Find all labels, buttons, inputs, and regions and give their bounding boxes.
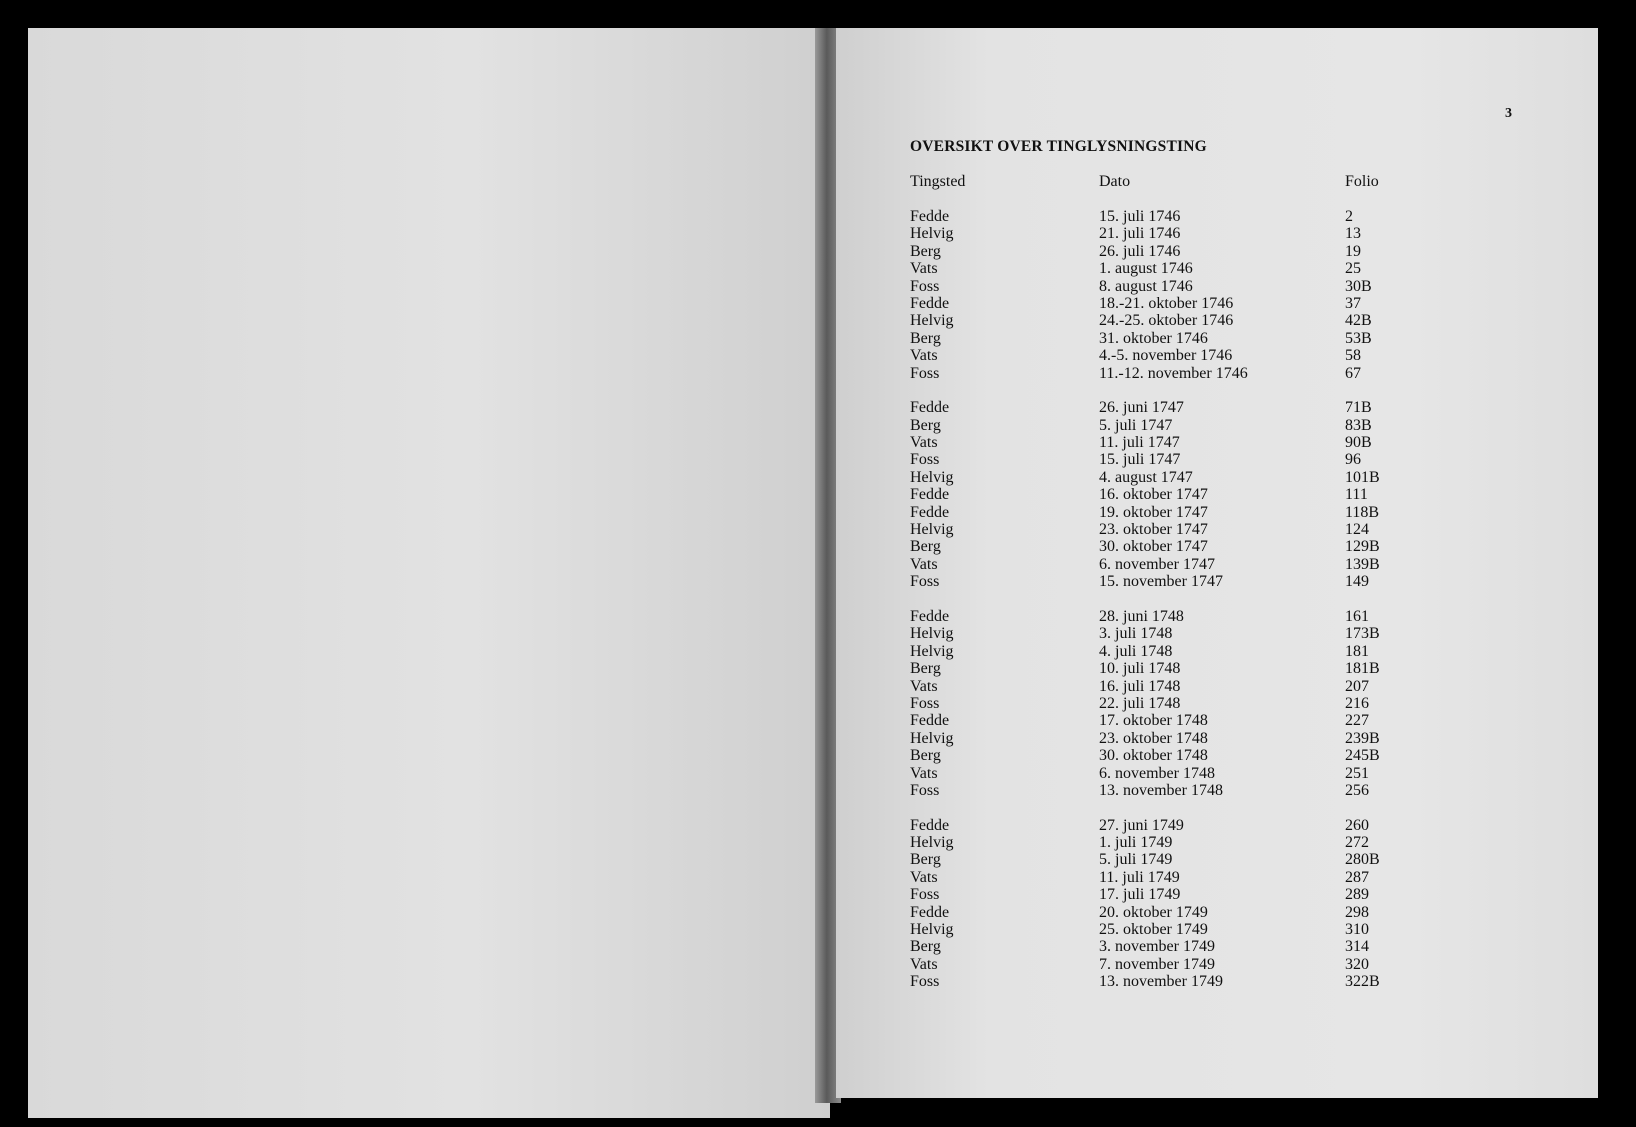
cell-folio: 19	[1345, 242, 1361, 260]
cell-folio: 90B	[1345, 434, 1372, 452]
cell-place: Fedde	[910, 486, 950, 504]
table-row	[910, 295, 1470, 312]
cell-folio: 260	[1345, 816, 1369, 834]
cell-date: 3. juli 1748	[1099, 625, 1173, 643]
table-row	[910, 573, 1470, 590]
cell-date: 1. juli 1749	[1099, 834, 1173, 852]
cell-place: Vats	[910, 868, 938, 886]
cell-folio: 207	[1345, 677, 1369, 695]
cell-date: 16. juli 1748	[1099, 677, 1181, 695]
cell-date: 5. juli 1749	[1099, 851, 1173, 869]
table-row	[910, 486, 1470, 503]
cell-date: 26. juni 1747	[1099, 399, 1184, 417]
table-row	[910, 712, 1470, 729]
cell-place: Vats	[910, 955, 938, 973]
cell-date: 15. november 1747	[1099, 573, 1223, 591]
cell-date: 20. oktober 1749	[1099, 903, 1208, 921]
table-row	[910, 938, 1470, 955]
cell-date: 6. november 1747	[1099, 555, 1215, 573]
column-header-date: Dato	[1099, 173, 1131, 190]
table-row	[910, 817, 1470, 834]
cell-place: Foss	[910, 973, 940, 991]
table-row	[910, 399, 1470, 416]
table-row	[910, 260, 1470, 277]
cell-place: Helvig	[910, 642, 954, 660]
table-row	[910, 469, 1470, 486]
cell-folio: 58	[1345, 347, 1361, 365]
table-row	[910, 417, 1470, 434]
cell-place: Helvig	[910, 834, 954, 852]
table-row	[910, 521, 1470, 538]
table-row	[910, 434, 1470, 451]
cell-folio: 37	[1345, 294, 1361, 312]
table-row	[910, 504, 1470, 521]
table-row	[910, 851, 1470, 868]
cell-folio: 322B	[1345, 973, 1380, 991]
table-row	[910, 973, 1470, 990]
table-row	[910, 747, 1470, 764]
cell-place: Berg	[910, 329, 941, 347]
table-row	[910, 765, 1470, 782]
cell-folio: 30B	[1345, 277, 1372, 295]
cell-folio: 310	[1345, 921, 1369, 939]
cell-place: Fedde	[910, 607, 950, 625]
cell-folio: 272	[1345, 834, 1369, 852]
cell-date: 19. oktober 1747	[1099, 503, 1208, 521]
cell-place: Helvig	[910, 468, 954, 486]
table-row	[910, 225, 1470, 242]
cell-date: 24.-25. oktober 1746	[1099, 312, 1234, 330]
cell-place: Fedde	[910, 712, 950, 730]
cell-folio: 181B	[1345, 660, 1380, 678]
table-row	[910, 695, 1470, 712]
cell-folio: 53B	[1345, 329, 1372, 347]
cell-folio: 71B	[1345, 399, 1372, 417]
cell-date: 1. august 1746	[1099, 260, 1193, 278]
cell-folio: 96	[1345, 451, 1361, 469]
cell-place: Foss	[910, 694, 940, 712]
cell-date: 22. juli 1748	[1099, 694, 1181, 712]
cell-place: Fedde	[910, 816, 950, 834]
cell-date: 11. juli 1749	[1099, 868, 1180, 886]
cell-folio: 25	[1345, 260, 1361, 278]
table-row	[910, 243, 1470, 260]
cell-place: Fedde	[910, 399, 950, 417]
cell-place: Foss	[910, 364, 940, 382]
cell-place: Vats	[910, 434, 938, 452]
cell-folio: 124	[1345, 521, 1369, 539]
cell-date: 3. november 1749	[1099, 938, 1215, 956]
cell-date: 13. november 1749	[1099, 973, 1223, 991]
page-number: 3	[1505, 106, 1512, 121]
cell-date: 27. juni 1749	[1099, 816, 1184, 834]
cell-folio: 13	[1345, 225, 1361, 243]
cell-folio: 245B	[1345, 747, 1380, 765]
cell-place: Berg	[910, 747, 941, 765]
cell-place: Foss	[910, 451, 940, 469]
cell-date: 13. november 1748	[1099, 781, 1223, 799]
table-row	[910, 782, 1470, 799]
cell-place: Fedde	[910, 294, 950, 312]
cell-folio: 239B	[1345, 729, 1380, 747]
cell-place: Foss	[910, 781, 940, 799]
cell-date: 21. juli 1746	[1099, 225, 1181, 243]
cell-folio: 256	[1345, 781, 1369, 799]
cell-place: Vats	[910, 764, 938, 782]
cell-place: Helvig	[910, 625, 954, 643]
table-row	[910, 904, 1470, 921]
cell-place: Fedde	[910, 208, 950, 225]
table-row	[910, 278, 1470, 295]
cell-folio: 2	[1345, 208, 1353, 225]
cell-folio: 280B	[1345, 851, 1380, 869]
cell-place: Berg	[910, 660, 941, 678]
table-row	[910, 730, 1470, 747]
cell-date: 15. juli 1747	[1099, 451, 1181, 469]
table-row	[910, 625, 1470, 642]
cell-place: Foss	[910, 573, 940, 591]
cell-date: 7. november 1749	[1099, 955, 1215, 973]
cell-folio: 149	[1345, 573, 1369, 591]
cell-place: Berg	[910, 416, 941, 434]
table-row	[910, 312, 1470, 329]
left-page	[28, 28, 830, 1118]
cell-place: Vats	[910, 347, 938, 365]
cell-place: Berg	[910, 938, 941, 956]
cell-place: Fedde	[910, 903, 950, 921]
cell-folio: 287	[1345, 868, 1369, 886]
cell-date: 18.-21. oktober 1746	[1099, 294, 1234, 312]
cell-date: 23. oktober 1748	[1099, 729, 1208, 747]
cell-date: 30. oktober 1748	[1099, 747, 1208, 765]
cell-folio: 216	[1345, 694, 1369, 712]
cell-folio: 101B	[1345, 468, 1380, 486]
cell-date: 4. august 1747	[1099, 468, 1193, 486]
table-row	[910, 834, 1470, 851]
cell-folio: 139B	[1345, 555, 1380, 573]
court-session-table	[910, 208, 1470, 991]
table-row	[910, 886, 1470, 903]
column-header-folio: Folio	[1345, 173, 1379, 190]
table-row	[910, 347, 1470, 364]
cell-date: 17. juli 1749	[1099, 886, 1181, 904]
cell-place: Fedde	[910, 503, 950, 521]
cell-folio: 181	[1345, 642, 1369, 660]
cell-date: 17. oktober 1748	[1099, 712, 1208, 730]
cell-date: 25. oktober 1749	[1099, 921, 1208, 939]
table-row	[910, 330, 1470, 347]
cell-folio: 289	[1345, 886, 1369, 904]
cell-date: 28. juni 1748	[1099, 607, 1184, 625]
cell-folio: 173B	[1345, 625, 1380, 643]
cell-place: Vats	[910, 677, 938, 695]
cell-folio: 83B	[1345, 416, 1372, 434]
cell-date: 26. juli 1746	[1099, 242, 1181, 260]
cell-date: 31. oktober 1746	[1099, 329, 1208, 347]
cell-place: Helvig	[910, 921, 954, 939]
cell-folio: 320	[1345, 955, 1369, 973]
table-row	[910, 921, 1470, 938]
cell-place: Foss	[910, 886, 940, 904]
table-row	[910, 451, 1470, 468]
column-header-place: Tingsted	[910, 173, 966, 190]
table-row	[910, 643, 1470, 660]
cell-folio: 251	[1345, 764, 1369, 782]
cell-folio: 298	[1345, 903, 1369, 921]
cell-date: 6. november 1748	[1099, 764, 1215, 782]
table-row	[910, 869, 1470, 886]
cell-folio: 129B	[1345, 538, 1380, 556]
cell-folio: 111	[1345, 486, 1368, 504]
cell-date: 30. oktober 1747	[1099, 538, 1208, 556]
cell-date: 16. oktober 1747	[1099, 486, 1208, 504]
table-row	[910, 556, 1470, 573]
cell-folio: 42B	[1345, 312, 1372, 330]
cell-date: 11. juli 1747	[1099, 434, 1180, 452]
cell-folio: 67	[1345, 364, 1361, 382]
cell-place: Helvig	[910, 312, 954, 330]
table-row	[910, 608, 1470, 625]
cell-folio: 227	[1345, 712, 1369, 730]
cell-folio: 161	[1345, 607, 1369, 625]
page-title: OVERSIKT OVER TINGLYSNINGSTING	[910, 138, 1207, 155]
cell-date: 4. juli 1748	[1099, 642, 1173, 660]
cell-place: Helvig	[910, 521, 954, 539]
cell-place: Helvig	[910, 729, 954, 747]
table-row	[910, 365, 1470, 382]
table-row	[910, 538, 1470, 555]
cell-place: Vats	[910, 260, 938, 278]
cell-place: Foss	[910, 277, 940, 295]
table-row	[910, 660, 1470, 677]
cell-date: 4.-5. november 1746	[1099, 347, 1233, 365]
table-row	[910, 678, 1470, 695]
cell-place: Vats	[910, 555, 938, 573]
cell-date: 15. juli 1746	[1099, 208, 1181, 225]
cell-date: 8. august 1746	[1099, 277, 1193, 295]
cell-date: 5. juli 1747	[1099, 416, 1173, 434]
cell-place: Helvig	[910, 225, 954, 243]
cell-date: 23. oktober 1747	[1099, 521, 1208, 539]
cell-folio: 314	[1345, 938, 1369, 956]
cell-place: Berg	[910, 851, 941, 869]
cell-place: Berg	[910, 538, 941, 556]
cell-date: 10. juli 1748	[1099, 660, 1181, 678]
cell-date: 11.-12. november 1746	[1099, 364, 1248, 382]
table-row	[910, 208, 1470, 225]
cell-folio: 118B	[1345, 503, 1380, 521]
cell-place: Berg	[910, 242, 941, 260]
table-row	[910, 956, 1470, 973]
